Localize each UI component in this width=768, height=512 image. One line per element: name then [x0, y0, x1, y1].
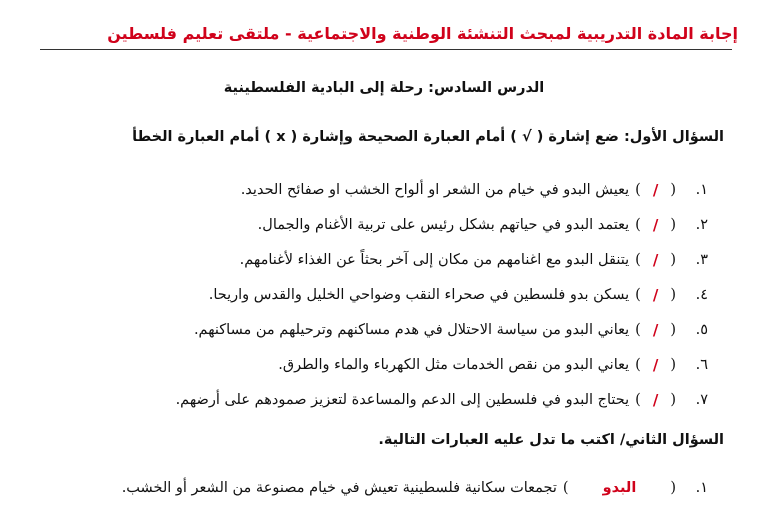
answer-mark: /: [652, 250, 659, 269]
question-1-list: [30, 172, 708, 417]
item-text: يعيش البدو في خيام من الشعر او ألواح الخشب او صفائح الحديد.: [240, 181, 630, 198]
list-item: ٦. ( / ) يعاني البدو من نقص الخدمات مثل الكهرباء والماء والطرق.: [278, 355, 708, 374]
header-divider: [40, 49, 732, 50]
item-number: ٧.: [695, 391, 708, 408]
answer-mark: /: [652, 390, 659, 409]
answer-mark: /: [652, 180, 659, 199]
list-item: ١. ( / ) يعيش البدو في خيام من الشعر او ألواح الخشب او صفائح الحديد.: [240, 180, 708, 199]
item-text: يسكن بدو فلسطين في صحراء النقب وضواحي الخليل والقدس واريحا.: [208, 286, 630, 303]
answer-mark: /: [652, 320, 659, 339]
answer-mark: /: [652, 215, 659, 234]
list-item: ١. ( البدو ) تجمعات سكانية فلسطينية تعيش في خيام مصنوعة من الشعر أو الخشب.: [121, 480, 708, 496]
item-number: ٤.: [695, 286, 708, 303]
item-number: ٣.: [695, 251, 708, 268]
item-text: يعاني البدو من نقص الخدمات مثل الكهرباء والماء والطرق.: [278, 356, 630, 373]
item-text: يحتاج البدو في فلسطين إلى الدعم والمساعدة لتعزيز صمودهم على أرضهم.: [175, 391, 630, 408]
list-item: ٣. ( / ) يتنقل البدو مع اغنامهم من مكان إلى آخر بحثاً عن الغذاء لأغنامهم.: [239, 250, 708, 269]
item-text: يعتمد البدو في حياتهم بشكل رئيس على تربية الأغنام والجمال.: [257, 216, 630, 233]
header-title: إجابة المادة التدريبية لمبحث التنشئة الوطنية والاجتماعية - ملتقى تعليم فلسطين: [107, 24, 738, 43]
list-item: ٢. ( / ) يعتمد البدو في حياتهم بشكل رئيس على تربية الأغنام والجمال.: [257, 215, 708, 234]
item-number: ١.: [695, 181, 708, 198]
item-number: ٥.: [695, 321, 708, 338]
list-item: ٥. ( / ) يعاني البدو من سياسة الاحتلال في هدم مساكنهم وترحيلهم من مساكنهم.: [193, 320, 708, 339]
answer-mark: /: [652, 285, 659, 304]
item-number: ٦.: [695, 356, 708, 373]
question-1-title: السؤال الأول: ضع إشارة ( √ ) أمام العبارة الصحيحة وإشارة ( x ) أمام العبارة الخطأ: [132, 129, 724, 145]
item-text: يعاني البدو من سياسة الاحتلال في هدم مساكنهم وترحيلهم من مساكنهم.: [193, 321, 630, 338]
lesson-title: الدرس السادس: رحلة إلى البادية الفلسطينية: [223, 80, 545, 96]
item-text: يتنقل البدو مع اغنامهم من مكان إلى آخر بحثاً عن الغذاء لأغنامهم.: [239, 251, 630, 268]
item-number: ٢.: [695, 216, 708, 233]
list-item: ٤. ( / ) يسكن بدو فلسطين في صحراء النقب وضواحي الخليل والقدس واريحا.: [208, 285, 708, 304]
answer-mark: /: [652, 355, 659, 374]
list-item: ٧. ( / ) يحتاج البدو في فلسطين إلى الدعم والمساعدة لتعزيز صمودهم على أرضهم.: [175, 390, 708, 409]
answer-word: البدو: [602, 480, 637, 496]
question-2-title: السؤال الثاني/ اكتب ما تدل عليه العبارات التالية.: [378, 432, 724, 448]
item-number: ١.: [695, 480, 708, 496]
item-text: تجمعات سكانية فلسطينية تعيش في خيام مصنوعة من الشعر أو الخشب.: [121, 480, 557, 496]
